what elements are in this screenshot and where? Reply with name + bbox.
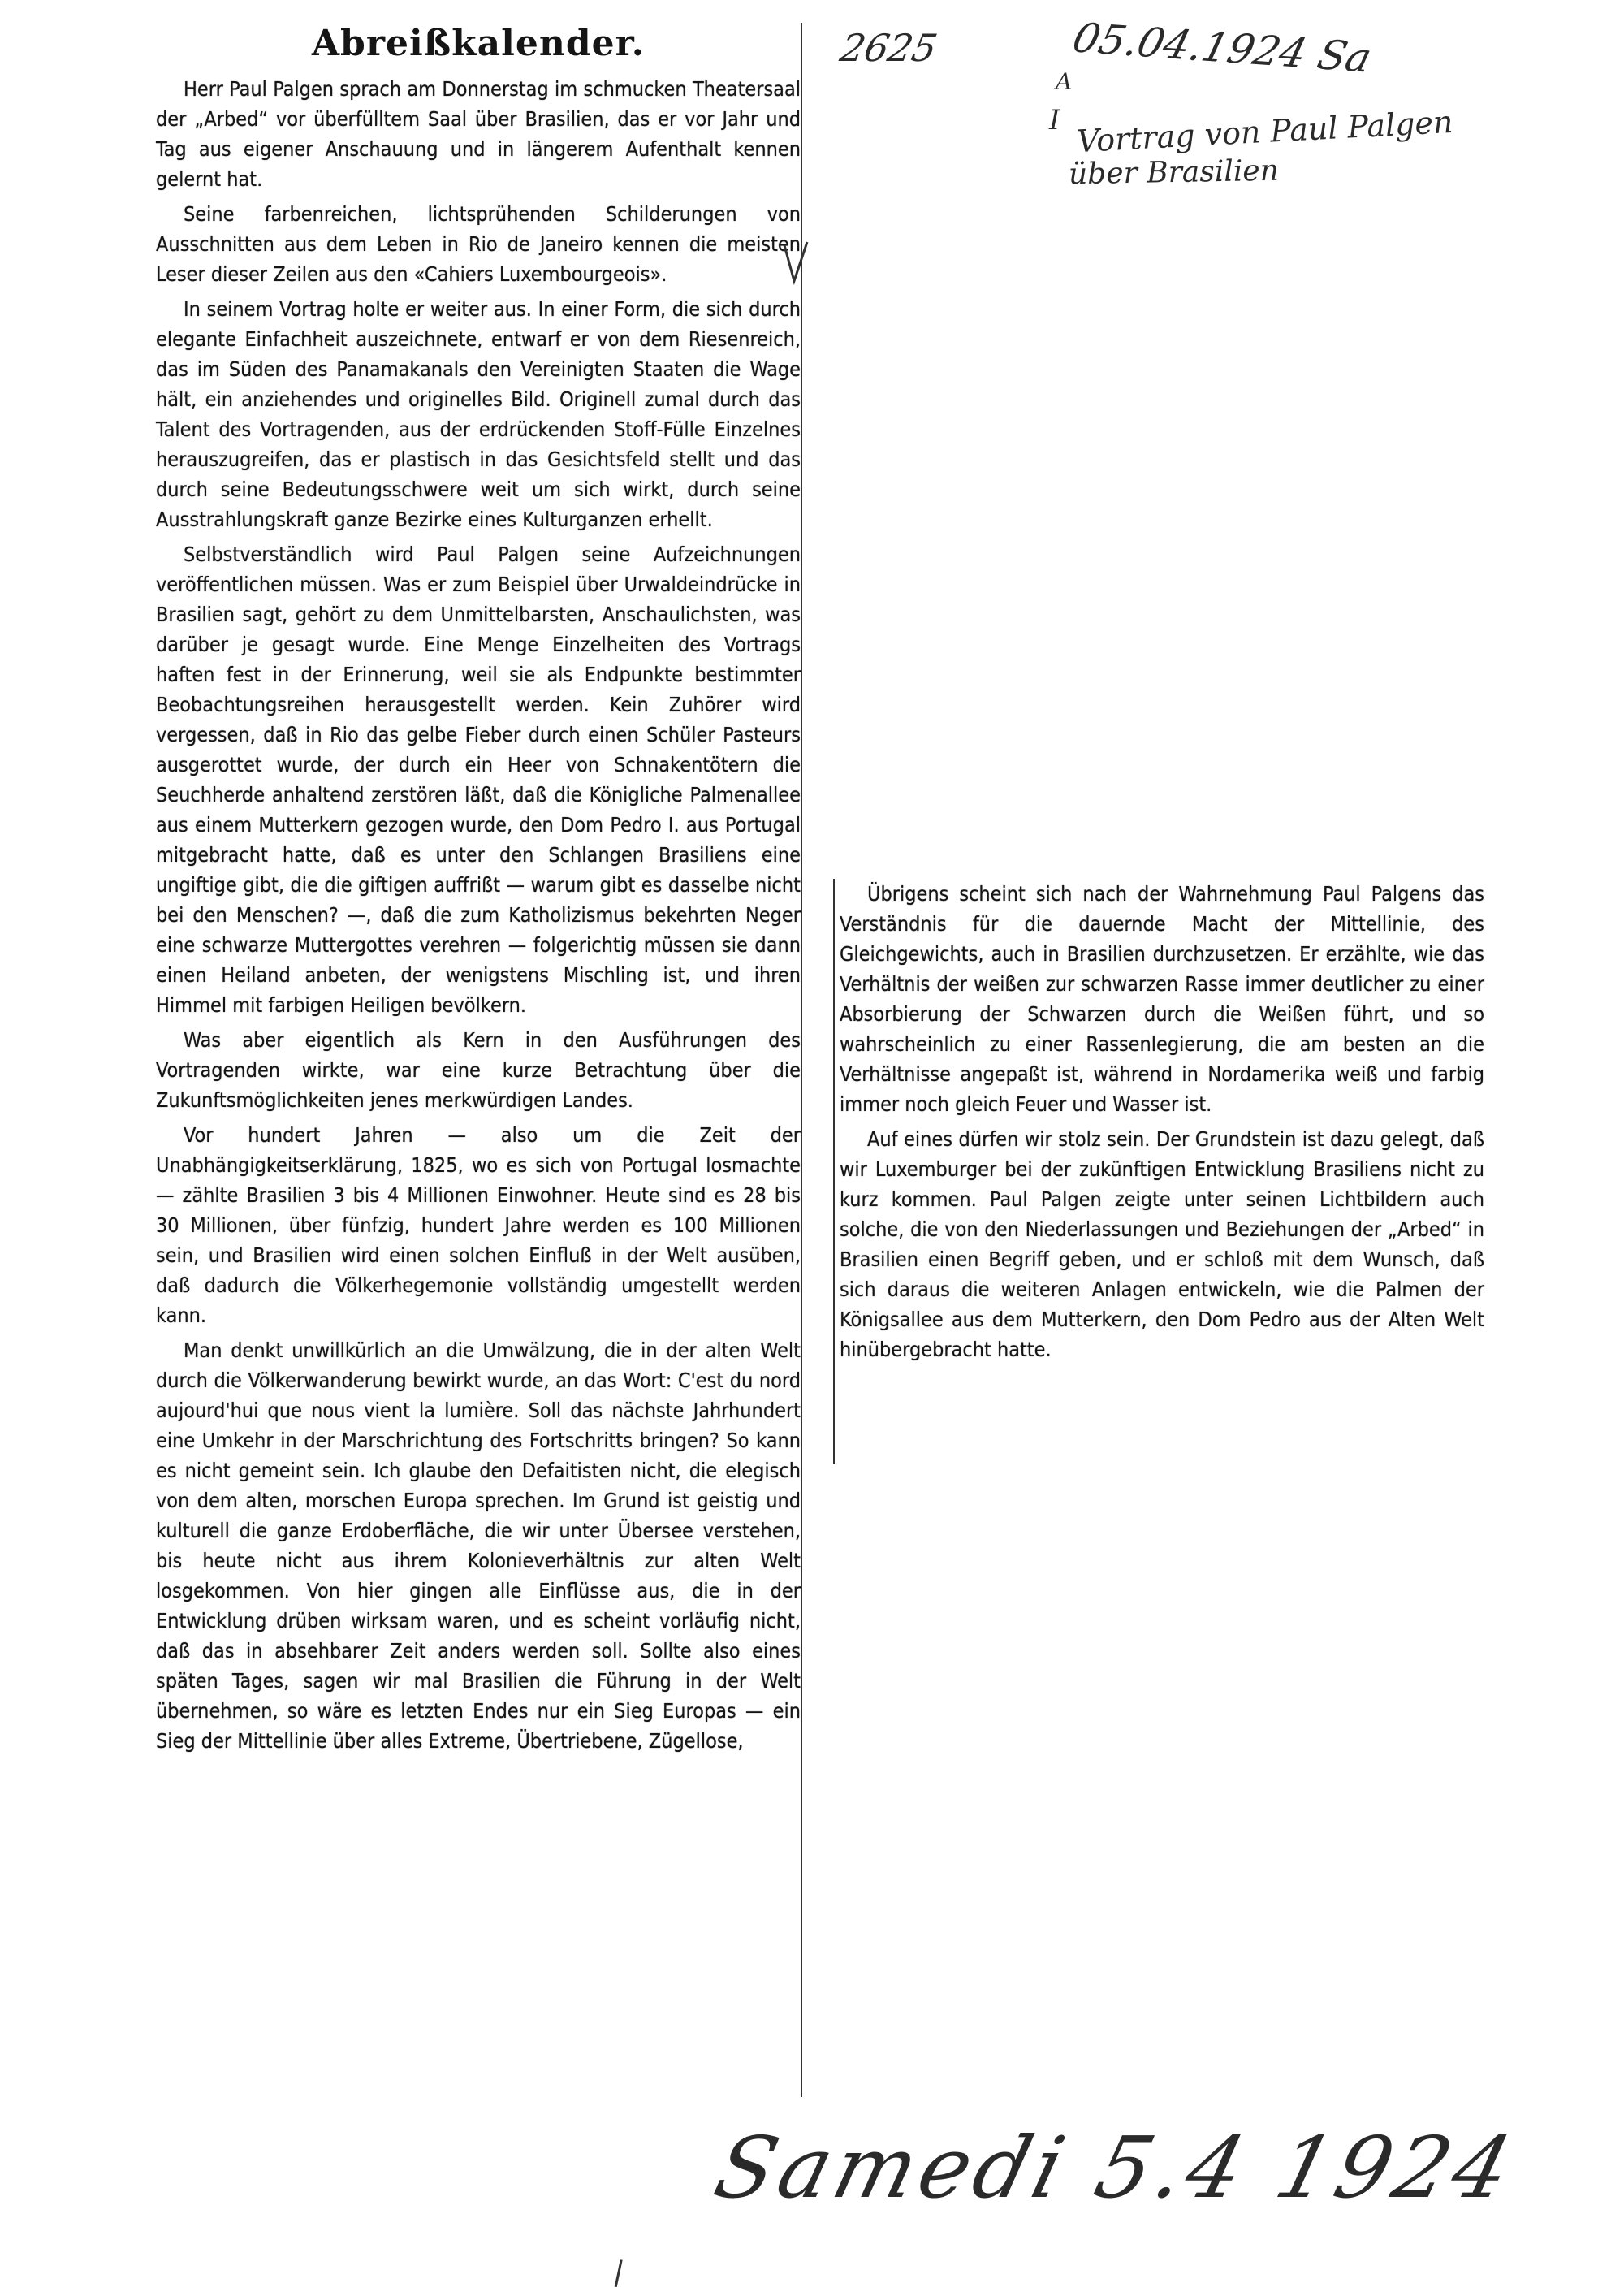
handwritten-note-line: Vortrag von Paul Palgen bbox=[1076, 103, 1454, 160]
article-paragraph: Man denkt unwillkürlich an die Umwälzung, die in der alten Welt durch die Völkerwanderung bewirkt wurde, an das Wort: C'est du nord aujourd'hui que nous vient la lumière. Soll das nächste Jahrhundert eine Umkehr in der Marschrichtung des Fortschritts bringen? So kann es nicht gemeint sein. Ich glaube den Defaitisten nicht, die elegisch von dem alten, morschen Europa sprechen. Im Grund ist geistig und kulturell die ganze Erdoberfläche, die wir unter Übersee verstehen, bis heute nicht aus ihrem Kolonieverhältnis zur alten Welt losgekommen. Von hier gingen alle Einflüsse aus, die in der Entwicklung drüben wirksam waren, und es scheint vorläufig nicht, daß das in absehbarer Zeit anders werden soll. Sollte also eines späten Tages, sagen wir mal Brasilien die Führung in der Welt übernehmen, so wäre es letzten Endes nur ein Sieg Europas — ein Sieg der Mittellinie über alles Extreme, Übertriebene, Zügellose, bbox=[156, 1338, 801, 1753]
article-paragraph: Was aber eigentlich als Kern in den Ausführungen des Vortragenden wirkte, war eine kurze Betrachtung über die Zukunftsmöglichkeiten jenes merkwürdigen Landes. bbox=[156, 1028, 801, 1112]
handwritten-archive-number: 2625 bbox=[836, 26, 941, 70]
handwritten-footer-date: Samedi 5.4 1924 bbox=[705, 2118, 1526, 2217]
article-paragraph: Seine farbenreichen, lichtsprühenden Schilderungen von Ausschnitten aus dem Leben in Rio de Janeiro kennen die meisten Leser dieser Zeilen aus den «Cahiers Luxembourgeois». bbox=[156, 202, 801, 286]
margin-check-mark bbox=[781, 240, 810, 286]
handwritten-note-line: über Brasilien bbox=[1068, 153, 1280, 192]
article-paragraph: Herr Paul Palgen sprach am Donnerstag im schmucken Theatersaal der „Arbed“ vor überfülltem Saal über Brasilien, das er vor Jahr und Tag aus eigener Anschauung und in längerem Aufenthalt kennen gelernt hat. bbox=[156, 77, 801, 191]
pen-mark bbox=[615, 2259, 637, 2290]
article-paragraph: Selbstverständlich wird Paul Palgen seine Aufzeichnungen veröffentlichen müssen. Was er zum Beispiel über Urwaldeindrücke in Brasilien sagt, gehört zu dem Unmittelbarsten, Anschaulichsten, was darüber je gesagt wurde. Eine Menge Einzelheiten des Vortrags haften fest in der Erinnerung, weil sie als Endpunkte bestimmter Beobachtungsreihen herausgestellt werden. Kein Zuhörer wird vergessen, daß in Rio das gelbe Fieber durch einen Schüler Pasteurs ausgerottet wurde, der durch ein Heer von Schnakentötern die Seuchherde anhaltend zerstören läßt, daß die Königliche Palmenallee aus einem Mutterkern gezogen wurde, den Dom Pedro I. aus Portugal mitgebracht hatte, daß es unter den Schlangen Brasiliens eine ungiftige gibt, die die giftigen auffrißt — warum gibt es dasselbe nicht bei den Menschen? —, daß die zum Katholizismus bekehrten Neger eine schwarze Muttergottes verehren — folgerichtig müssen sie dann einen Heiland anbeten, der wenigstens Mischling ist, und ihren Himmel mit farbigen Heiligen bevölkern. bbox=[156, 543, 801, 1017]
article-column-left bbox=[156, 23, 802, 2097]
article-paragraph: Übrigens scheint sich nach der Wahrnehmung Paul Palgens das Verständnis für die dauernde Macht der Mittellinie, des Gleichgewichts, auch in Brasilien durchzusetzen. Er erzählte, wie das Verhältnis der weißen zur schwarzen Rasse immer deutlicher zu einer Absorbierung der Schwarzen durch die Weißen führt, und so wahrscheinlich zu einer Rassenlegierung, die am besten an die Verhältnisse angepaßt ist, während in Nordamerika weiß und farbig immer noch gleich Feuer und Wasser ist. bbox=[840, 882, 1484, 1116]
handwritten-date: 05.04.1924 Sa bbox=[1068, 14, 1376, 82]
article-paragraph: In seinem Vortrag holte er weiter aus. In einer Form, die sich durch elegante Einfachheit auszeichnete, entwarf er von dem Riesenreich, das im Süden des Panamakanals den Vereinigten Staaten die Wage hält, ein anziehendes und originelles Bild. Originell zumal durch das Talent des Vortragenden, aus der erdrückenden Stoff-Fülle Einzelnes herauszugreifen, das er plastisch in das Gesichtsfeld stellt und das durch seine Bedeutungsschwere weit um sich wirkt, durch seine Ausstrahlungskraft ganze Bezirke eines Kulturganzen erhellt. bbox=[156, 297, 801, 531]
article-column-right bbox=[833, 879, 1484, 1464]
article-paragraph: Auf eines dürfen wir stolz sein. Der Grundstein ist dazu gelegt, daß wir Luxemburger bei der zukünftigen Entwicklung Brasiliens nicht zu kurz kommen. Paul Palgen zeigte unter seinen Lichtbildern auch solche, die von den Niederlassungen und Beziehungen der „Arbed“ in Brasilien einen Begriff geben, und er schloß mit dem Wunsch, daß sich daraus die weiteren Anlagen entwickeln, wie die Palmen der Königsallee aus dem Mutterkern, den Dom Pedro aus der Alten Welt hinübergebracht hatte. bbox=[840, 1127, 1484, 1361]
handwritten-marker: A bbox=[1056, 68, 1073, 95]
article-paragraph: Vor hundert Jahren — also um die Zeit der Unabhängigkeitserklärung, 1825, wo es sich von Portugal losmachte — zählte Brasilien 3 bis 4 Millionen Einwohner. Heute sind es 28 bis 30 Millionen, über fünfzig, hundert Jahre werden es 100 Millionen sein, und Brasilien wird einen solchen Einfluß in der Welt ausüben, daß dadurch die Völkerhegemonie vollständig umgestellt werden kann. bbox=[156, 1123, 801, 1327]
article-headline: Abreißkalender. bbox=[311, 23, 646, 64]
handwritten-index: I bbox=[1049, 104, 1060, 136]
